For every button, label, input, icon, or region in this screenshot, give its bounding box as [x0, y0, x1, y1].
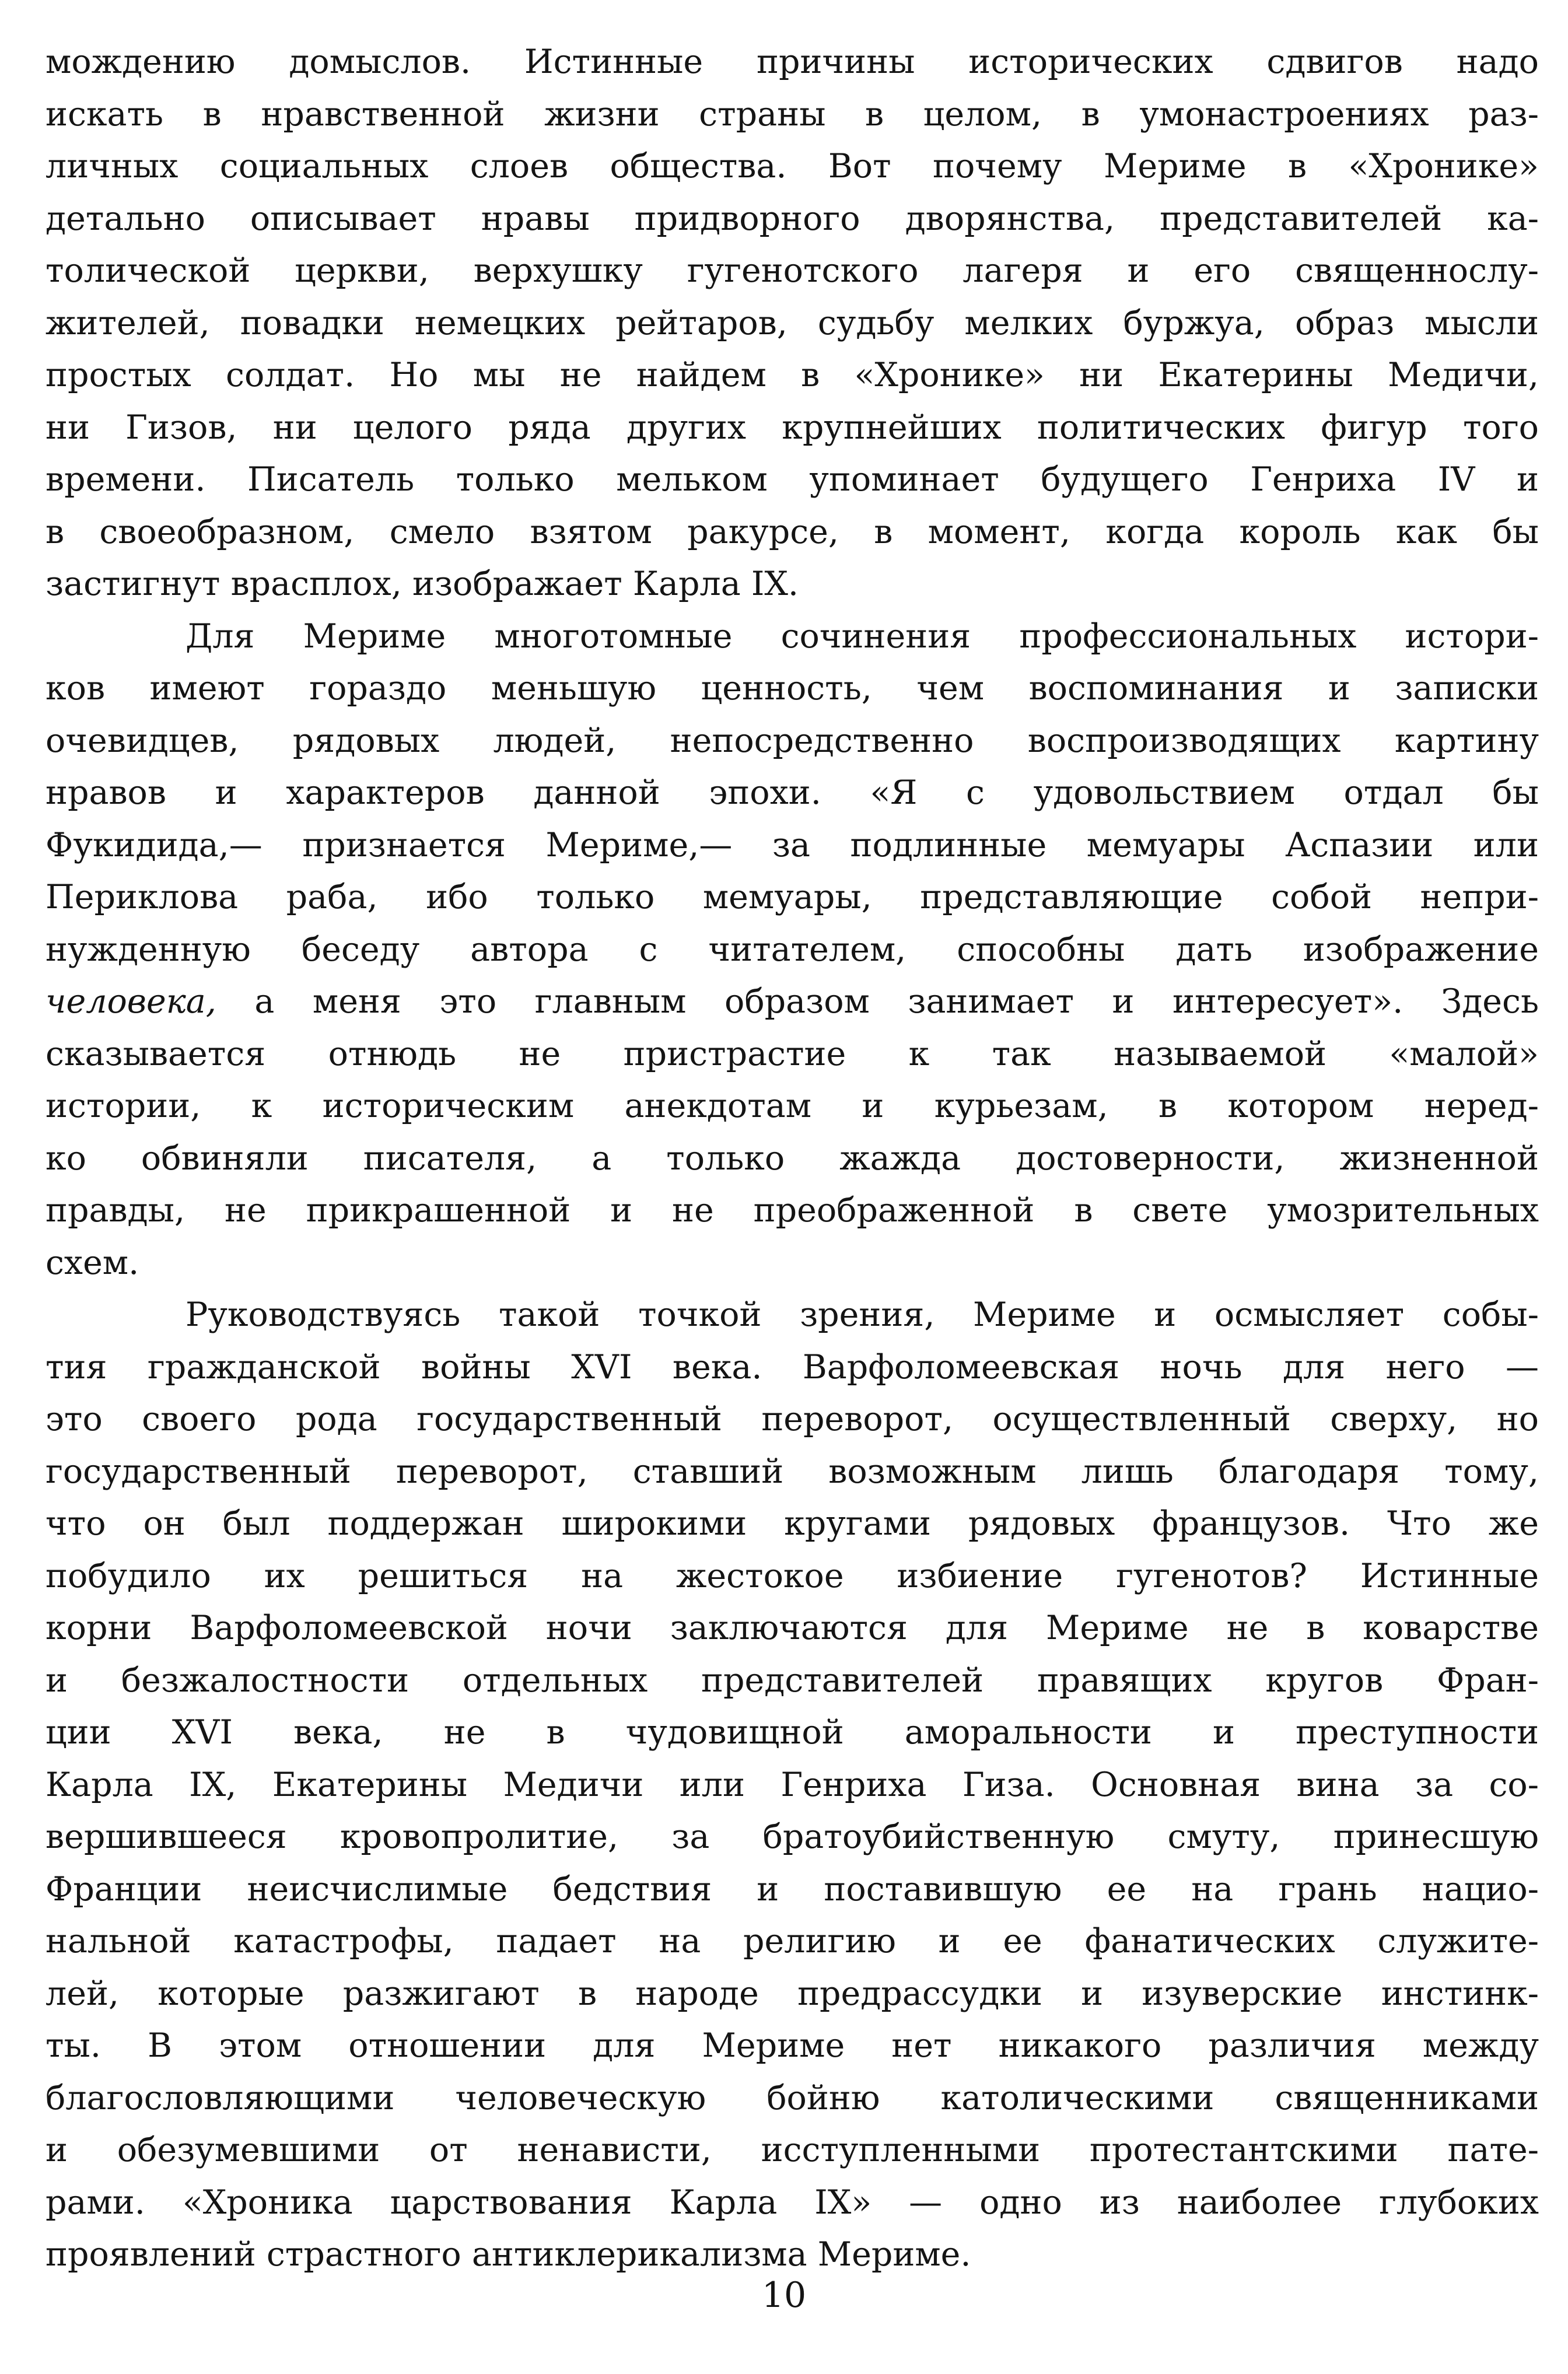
italic-word: человека, [46, 982, 216, 1021]
text-line: в своеобразном, смело взятом ракурсе, в момент, когда король как бы [46, 512, 1539, 551]
text-line: детально описывает нравы придворного дворянства, представителей ка- [46, 199, 1539, 238]
paragraph-2 [46, 611, 1539, 1290]
text-line: вершившееся кровопролитие, за братоубийственную смуту, принесшую [46, 1818, 1539, 1856]
text-line: лей, которые разжигают в народе предрассудки и изуверские инстинк- [46, 1974, 1539, 2013]
text-line: схем. [46, 1243, 139, 1282]
text-line: нужденную беседу автора с читателем, способны дать изображение [46, 930, 1539, 969]
text-line: личных социальных слоев общества. Вот почему Мериме в «Хронике» [46, 147, 1539, 185]
text-line: ты. В этом отношении для Мериме нет никакого различия между [46, 2026, 1539, 2065]
text-line: застигнут врасплох, изображает Карла IX. [46, 565, 799, 603]
text-line: истории, к историческим анекдотам и курьезам, в котором неред- [46, 1087, 1539, 1125]
text-line: Карла IX, Екатерины Медичи или Генриха Гиза. Основная вина за со- [46, 1765, 1539, 1804]
paragraph-1 [46, 36, 1539, 611]
text-line: жителей, повадки немецких рейтаров, судьбу мелких буржуа, образ мысли [46, 303, 1539, 342]
text-line: ко обвиняли писателя, а только жажда достоверности, жизненной [46, 1139, 1539, 1178]
text-line: и безжалостности отдельных представителей правящих кругов Фран- [46, 1661, 1539, 1700]
text-line: корни Варфоломеевской ночи заключаются для Мериме не в коварстве [46, 1609, 1539, 1647]
text-line: нравов и характеров данной эпохи. «Я с удовольствием отдал бы [46, 773, 1539, 812]
text-line: это своего рода государственный переворот, осуществленный сверху, но [46, 1400, 1539, 1438]
text-line: ни Гизов, ни целого ряда других крупнейших политических фигур того [46, 408, 1539, 447]
text-line: нальной катастрофы, падает на религию и ее фанатических служите- [46, 1922, 1539, 1960]
text-line: мождению домыслов. Истинные причины исторических сдвигов надо [46, 43, 1539, 81]
text-line: государственный переворот, ставший возможным лишь благодаря тому, [46, 1452, 1539, 1491]
page-number: 10 [761, 2275, 807, 2316]
text-line: рами. «Хроника царствования Карла IX» — одно из наиболее глубоких [46, 2183, 1539, 2222]
text-line: тия гражданской войны XVI века. Варфоломеевская ночь для него — [46, 1347, 1539, 1386]
text-line: Для Мериме многотомные сочинения профессиональных истори- [186, 617, 1539, 656]
text-line: простых солдат. Но мы не найдем в «Хронике» ни Екатерины Медичи, [46, 356, 1539, 394]
text-line: ков имеют гораздо меньшую ценность, чем воспоминания и записки [46, 669, 1539, 708]
text-line: искать в нравственной жизни страны в целом, в умонастроениях раз- [46, 94, 1539, 134]
text-line: времени. Писатель только мельком упоминает будущего Генриха IV и [46, 460, 1539, 499]
text-line: благословляющими человеческую бойню католическими священниками [46, 2078, 1539, 2117]
text-line: ции XVI века, не в чудовищной аморальности и преступности [46, 1713, 1539, 1752]
text-line: человека, а меня это главным образом занимает и интересует». Здесь [46, 982, 1539, 1021]
text-line: Периклова раба, ибо только мемуары, представляющие собой непри- [46, 878, 1539, 916]
text-line: правды, не прикрашенной и не преображенной в свете умозрительных [46, 1191, 1539, 1230]
text-line: и обезумевшими от ненависти, исступленными протестантскими пате- [46, 2131, 1539, 2169]
text-line: очевидцев, рядовых людей, непосредственно воспроизводящих картину [46, 721, 1539, 760]
text-line: толической церкви, верхушку гугенотского лагеря и его священнослу- [46, 251, 1539, 290]
text-line: Руководствуясь такой точкой зрения, Мериме и осмысляет собы- [186, 1295, 1539, 1334]
text-line: что он был поддержан широкими кругами рядовых французов. Что же [46, 1504, 1539, 1543]
text-line: Фукидида,— признается Мериме,— за подлинные мемуары Аспазии или [46, 825, 1539, 864]
text-line: проявлений страстного антиклерикализма Мериме. [46, 2235, 971, 2274]
text-line: побудило их решиться на жестокое избиение гугенотов? Истинные [46, 1556, 1539, 1595]
text-line: сказывается отнюдь не пристрастие к так называемой «малой» [46, 1034, 1539, 1073]
paragraph-3 [46, 1289, 1539, 2281]
text-line: Франции неисчислимые бедствия и поставившую ее на грань нацио- [46, 1869, 1539, 1909]
page-body [46, 36, 1539, 2281]
